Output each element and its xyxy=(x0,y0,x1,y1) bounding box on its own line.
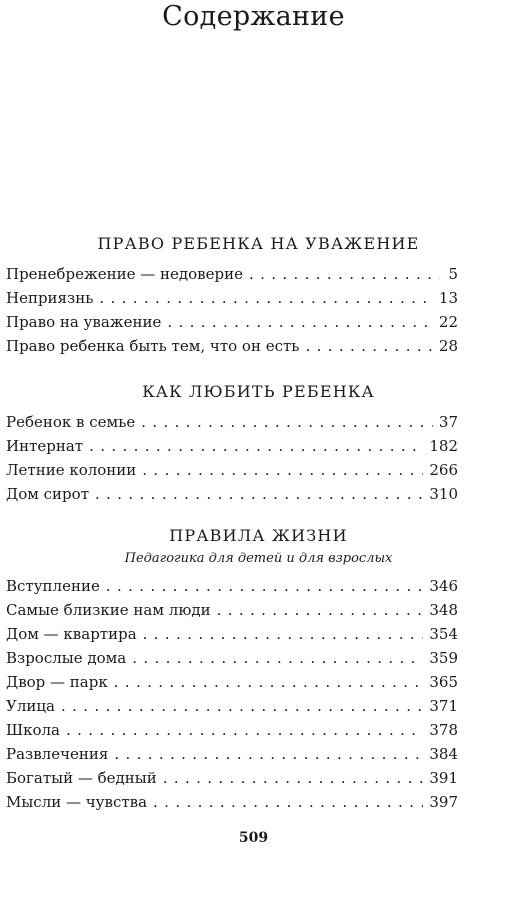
toc-entry-page: 391 xyxy=(429,769,458,787)
toc-entry[interactable] xyxy=(6,334,458,358)
toc-entry-page: 359 xyxy=(429,649,458,667)
toc-entry-page: 384 xyxy=(429,745,458,763)
dot-leader xyxy=(95,482,423,506)
toc-entry-title: Развлечения xyxy=(6,745,109,763)
dot-leader xyxy=(143,622,424,646)
section-subtitle: Педагогика для детей и для взрослых xyxy=(124,551,393,566)
dot-leader xyxy=(99,286,433,310)
toc-entry[interactable] xyxy=(6,286,458,310)
toc-entry-page: 22 xyxy=(438,313,458,331)
toc-entry-title: Неприязнь xyxy=(6,289,94,307)
toc-entry-page: 365 xyxy=(429,673,458,691)
toc-entry[interactable] xyxy=(6,670,458,694)
toc-entry-page: 266 xyxy=(429,461,458,479)
toc-entry-title: Право на уважение xyxy=(6,313,162,331)
toc-entry-page: 346 xyxy=(429,577,458,595)
dot-leader xyxy=(114,742,423,766)
toc-entry-page: 182 xyxy=(429,437,458,455)
toc-entry[interactable] xyxy=(6,598,458,622)
toc-entry-title: Интернат xyxy=(6,437,84,455)
toc-entry[interactable] xyxy=(6,410,458,434)
toc-entry-title: Вступление xyxy=(6,577,100,595)
dot-leader xyxy=(61,694,423,718)
toc-entry-title: Двор — парк xyxy=(6,673,108,691)
dot-leader xyxy=(114,670,424,694)
toc-list xyxy=(0,410,507,506)
toc-entry-title: Мысли — чувства xyxy=(6,793,148,811)
toc-entry-page: 378 xyxy=(429,721,458,739)
toc-list xyxy=(0,262,507,358)
toc-entry-title: Летние колонии xyxy=(6,461,137,479)
toc-entry[interactable] xyxy=(6,694,458,718)
toc-entry-page: 13 xyxy=(438,289,458,307)
toc-entry[interactable] xyxy=(6,434,458,458)
toc-entry-title: Взрослые дома xyxy=(6,649,127,667)
toc-entry[interactable] xyxy=(6,790,458,814)
dot-leader xyxy=(142,458,423,482)
toc-section-1 xyxy=(0,232,507,358)
toc-entry[interactable] xyxy=(6,458,458,482)
toc-entry-page: 397 xyxy=(429,793,458,811)
toc-entry-title: Улица xyxy=(6,697,55,715)
dot-leader xyxy=(167,310,433,334)
toc-entry-page: 371 xyxy=(429,697,458,715)
toc-entry[interactable] xyxy=(6,262,458,286)
toc-section-3 xyxy=(0,524,507,814)
toc-entry-page: 348 xyxy=(429,601,458,619)
section-heading: КАК ЛЮБИТЬ РЕБЕНКА xyxy=(142,382,375,401)
dot-leader xyxy=(305,334,432,358)
toc-section-2 xyxy=(0,380,507,506)
toc-entry-page: 28 xyxy=(438,337,458,355)
section-heading: ПРАВИЛА ЖИЗНИ xyxy=(169,526,348,545)
toc-entry[interactable] xyxy=(6,574,458,598)
toc-entry-page: 310 xyxy=(429,485,458,503)
dot-leader xyxy=(153,790,423,814)
dot-leader xyxy=(106,574,424,598)
toc-entry[interactable] xyxy=(6,310,458,334)
toc-entry[interactable] xyxy=(6,766,458,790)
page-number: 509 xyxy=(238,830,269,846)
toc-entry[interactable] xyxy=(6,718,458,742)
dot-leader xyxy=(163,766,424,790)
toc-entry-page: 37 xyxy=(438,413,458,431)
dot-leader xyxy=(66,718,423,742)
dot-leader xyxy=(249,262,440,286)
toc-entry-title: Дом сирот xyxy=(6,485,89,503)
toc-entry-page: 5 xyxy=(448,265,458,283)
toc-entry-title: Право ребенка быть тем, что он есть xyxy=(6,337,300,355)
toc-entry-title: Ребенок в семье xyxy=(6,413,136,431)
toc-entry-title: Школа xyxy=(6,721,60,739)
section-heading: ПРАВО РЕБЕНКА НА УВАЖЕНИЕ xyxy=(97,234,420,253)
toc-entry-title: Дом — квартира xyxy=(6,625,137,643)
toc-entry-title: Пренебрежение — недоверие xyxy=(6,265,243,283)
toc-entry[interactable] xyxy=(6,742,458,766)
dot-leader xyxy=(132,646,423,670)
page-title: Содержание xyxy=(162,1,345,32)
toc-entry-title: Самые близкие нам люди xyxy=(6,601,211,619)
toc-entry-page: 354 xyxy=(429,625,458,643)
toc-entry[interactable] xyxy=(6,622,458,646)
toc-entry[interactable] xyxy=(6,646,458,670)
dot-leader xyxy=(141,410,433,434)
toc-list xyxy=(0,574,507,814)
dot-leader xyxy=(217,598,424,622)
toc-entry[interactable] xyxy=(6,482,458,506)
toc-entry-title: Богатый — бедный xyxy=(6,769,157,787)
dot-leader xyxy=(89,434,423,458)
